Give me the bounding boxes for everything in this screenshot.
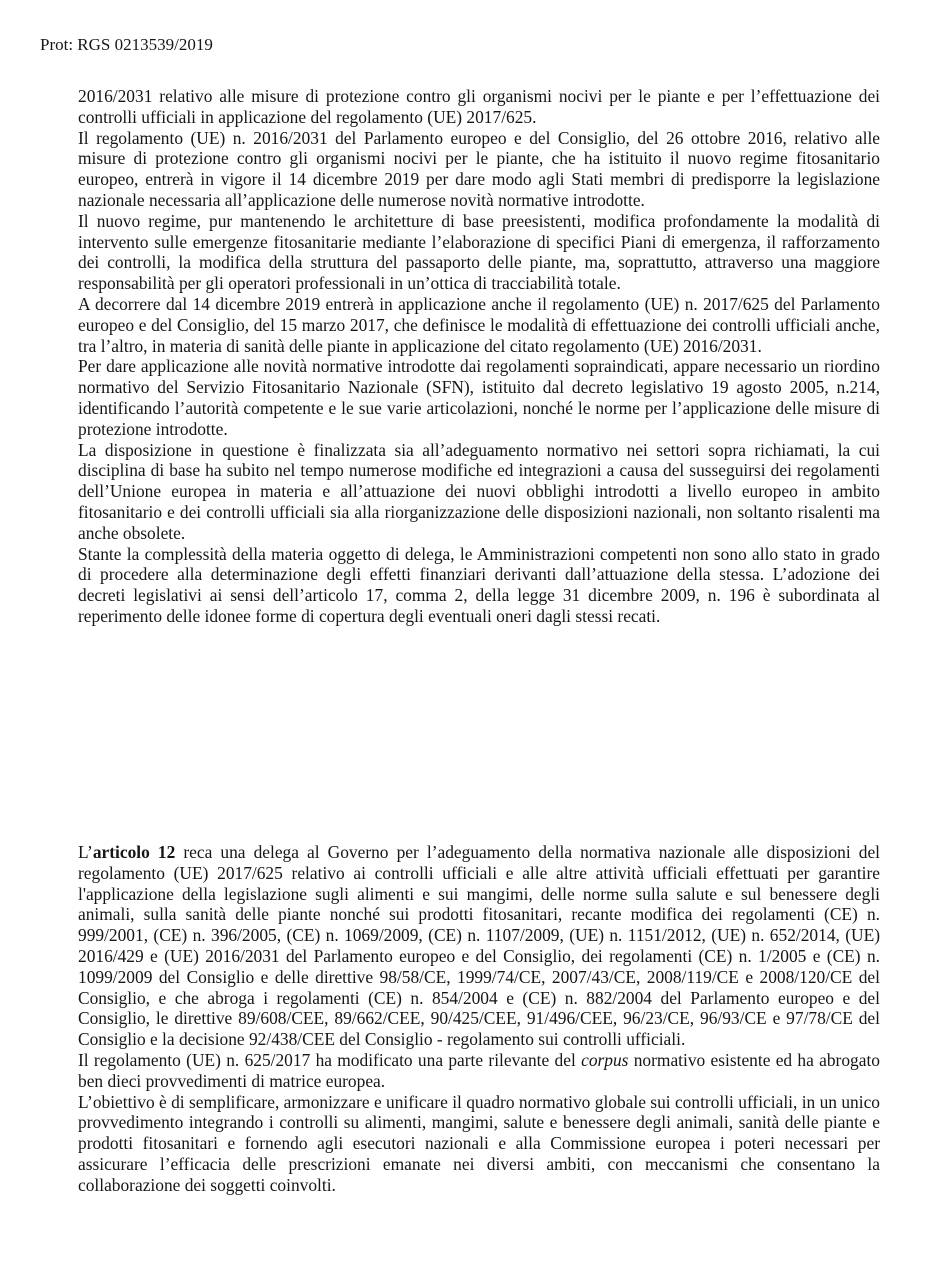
paragraph: Per dare applicazione alle novità normative introdotte dai regolamenti sopraindicati, appare necessario un riordino normativo del Servizio Fitosanitario Nazionale (SFN), istituito dal decreto legislativo 19 agosto 2005, n.214, identificando l’autorità competente e le sue varie articolazioni, nonché le norme per l’applicazione delle misure di protezione introdotte. — [78, 356, 880, 439]
paragraph: Il regolamento (UE) n. 2016/2031 del Parlamento europeo e del Consiglio, del 26 ottobre 2016, relativo alle misure di protezione contro gli organismi nocivi per le piante, che ha istituito il nuovo regime fitosanitario europeo, entrerà in vigore il 14 dicembre 2019 per dare modo agli Stati membri di predisporre la legislazione nazionale necessaria all’applicazione delle numerose novità normative introdotte. — [78, 127, 880, 210]
paragraph — [78, 1050, 880, 1092]
section-article-12 — [78, 842, 880, 1196]
protocol-number: Prot: RGS 0213539/2019 — [40, 35, 213, 54]
paragraph: L’obiettivo è di semplificare, armonizzare e unificare il quadro normativo globale sui controlli ufficiali, in un unico provvedimento integrando i controlli su alimenti, mangimi, salute e benessere degli animali, sanità delle piante e prodotti fitosanitari e fornendo agli esecutori nazionali e alla Commissione europea i poteri necessari per assicurare l’efficacia delle prescrizioni emanate nei diversi ambiti, con meccanismi che consentano la collaborazione dei soggetti coinvolti. — [78, 1091, 880, 1195]
article-text: reca una delega al Governo per l’adeguamento della normativa nazionale alle disposizioni del regolamento (UE) 2017/625 relativo ai controlli ufficiali e alle altre attività ufficiali effettuati per garantire l'applicazione della legislazione sugli alimenti e sui mangimi, delle norme sulla salute e sul benessere degli animali, sulla sanità delle piante nonché sui prodotti fitosanitari, recante modifica dei regolamenti (CE) n. 999/2001, (CE) n. 396/2005, (CE) n. 1069/2009, (CE) n. 1107/2009, (UE) n. 1151/2012, (UE) n. 652/2014, (UE) 2016/429 e (UE) 2016/2031 del Parlamento europeo e del Consiglio, dei regolamenti (CE) n. 1/2005 e (CE) n. 1099/2009 del Consiglio e delle direttive 98/58/CE, 1999/74/CE, 2007/43/CE, 2008/119/CE e 2008/120/CE del Consiglio, e che abroga i regolamenti (CE) n. 854/2004 e (CE) n. 882/2004 del Parlamento europeo e del Consiglio, le direttive 89/608/CEE, 89/662/CEE, 90/425/CEE, 91/496/CEE, 96/23/CE, 96/93/CE e 97/78/CE del Consiglio e la decisione 92/438/CEE del Consiglio - regolamento sui controlli ufficiali. — [78, 842, 880, 1050]
paragraph-text: normativo esistente ed ha abrogato ben dieci provvedimenti di matrice europea. — [78, 1049, 880, 1091]
paragraph: Stante la complessità della materia oggetto di delega, le Amministrazioni competenti non sono allo stato in grado di procedere alla determinazione degli effetti finanziari derivanti dall’attuazione della stessa. L’adozione dei decreti legislativi ai sensi dell’articolo 17, comma 2, della legge 31 dicembre 2009, n. 196 è subordinata al reperimento delle idonee forme di copertura degli eventuali oneri dagli stessi recati. — [78, 543, 880, 626]
article-label: articolo 12 — [92, 842, 176, 862]
paragraph-article-12 — [78, 842, 880, 1050]
paragraph: Il nuovo regime, pur mantenendo le architetture di base preesistenti, modifica profondamente la modalità di intervento sulle emergenze fitosanitarie mediante l’elaborazione di specifici Piani di emergenza, il rafforzamento dei controlli, la modifica della struttura del passaporto delle piante, ma, soprattutto, attraverso una maggiore responsabilità per gli operatori professionali in un’ottica di tracciabilità totale. — [78, 210, 880, 294]
paragraph: 2016/2031 relativo alle misure di protezione contro gli organismi nocivi per le piante e per l’effettuazione dei controlli ufficiali in applicazione del regolamento (UE) 2017/625. — [78, 86, 880, 127]
article-prefix: L’ — [78, 842, 93, 862]
italic-term: corpus — [581, 1049, 629, 1070]
paragraph: La disposizione in questione è finalizzata sia all’adeguamento normativo nei settori sopra richiamati, la cui disciplina di base ha subito nel tempo numerose modifiche ed integrazioni a causa del susseguirsi dei regolamenti dell’Unione europea in materia e all’attuazione dei nuovi obblighi introdotti a livello europeo in ambito fitosanitario e dei controlli ufficiali sia alla riorganizzazione delle disposizioni nazionali, non soltanto risalenti ma anche obsolete. — [78, 439, 880, 543]
paragraph-text: Il regolamento (UE) n. 625/2017 ha modificato una parte rilevante del — [78, 1049, 582, 1070]
section-plant-protection — [78, 86, 880, 627]
paragraph: A decorrere dal 14 dicembre 2019 entrerà in applicazione anche il regolamento (UE) n. 2017/625 del Parlamento europeo e del Consiglio, del 15 marzo 2017, che definisce le modalità di effettuazione dei controlli ufficiali anche, tra l’altro, in materia di sanità delle piante in applicazione del citato regolamento (UE) 2016/2031. — [78, 293, 880, 356]
